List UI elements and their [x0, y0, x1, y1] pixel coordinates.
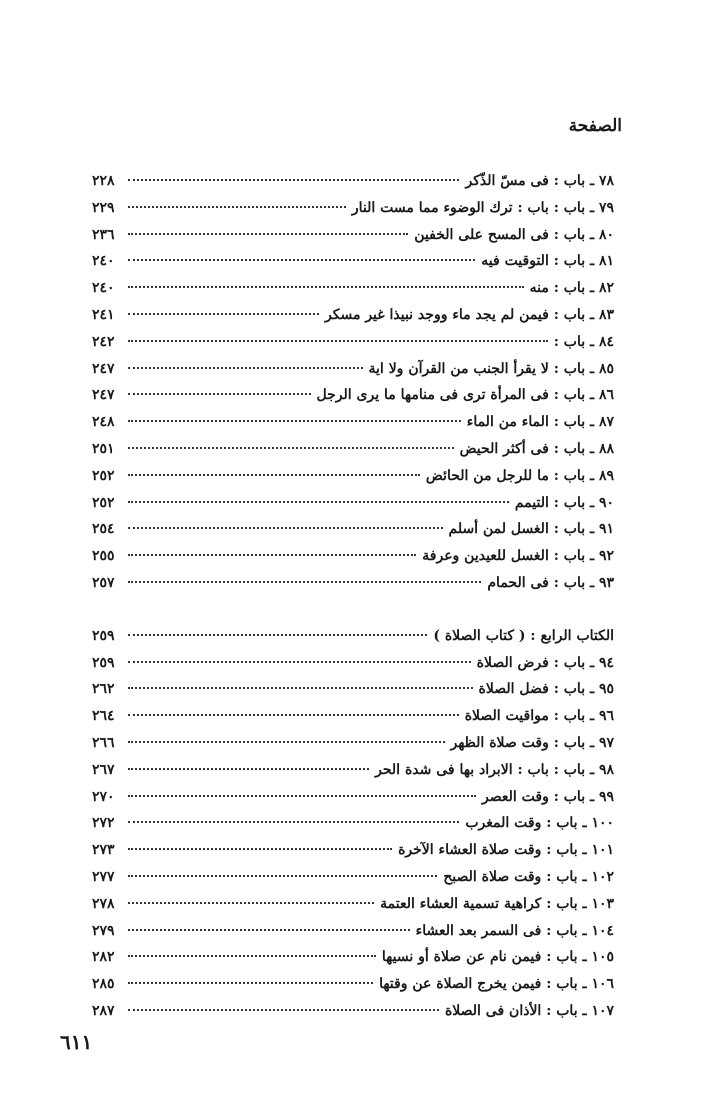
toc-entry: [92, 623, 614, 650]
toc-entry-page: ٢٨٢: [92, 949, 115, 966]
toc-entry-page: ٢٤١: [92, 306, 115, 323]
toc-entry: [92, 944, 614, 971]
dot-leader: [128, 741, 445, 743]
dot-leader: [128, 206, 346, 208]
toc-entry-page: ٢٣٦: [92, 226, 115, 243]
toc-entry: [92, 971, 614, 998]
toc-entry: [92, 248, 614, 275]
toc-entry: [92, 810, 614, 837]
toc-entry-page: ٢٦٦: [92, 734, 115, 751]
toc-entry: [92, 382, 614, 409]
page-number: ٦١١: [60, 1030, 93, 1054]
dot-leader: [128, 233, 408, 235]
toc-entry-title: ١٠٦ ـ باب : فيمن يخرج الصلاة عن وقتها: [379, 976, 614, 993]
toc-entry-page: ٢٤٨: [92, 414, 115, 431]
toc-entry-title: ١٠٤ ـ باب : فى السمر بعد العشاء: [415, 922, 614, 939]
toc-entry-title: ١٠٥ ـ باب : فيمن نام عن صلاة أو نسيها: [381, 949, 614, 966]
dot-leader: [128, 474, 420, 476]
page-column-header: الصفحة: [568, 116, 622, 136]
toc-entry-title: ٩٧ ـ باب : وقت صلاة الظهر: [450, 734, 614, 751]
toc-entry-title: ٨٠ ـ باب : فى المسح على الخفين: [414, 226, 614, 243]
toc-entry-title: الكتاب الرابع : ( كتاب الصلاة ): [433, 627, 614, 644]
table-of-contents: [92, 168, 614, 1025]
toc-entry-title: ٩٩ ـ باب : وقت العصر: [481, 788, 614, 805]
toc-entry: [92, 329, 614, 356]
dot-leader: [128, 554, 416, 556]
toc-entry-page: ٢٤٢: [92, 333, 115, 350]
toc-entry-title: ٨١ ـ باب : التوقيت فيه: [481, 253, 614, 270]
dot-leader: [128, 768, 369, 770]
toc-entry-page: ٢٧٢: [92, 815, 115, 832]
toc-entry-title: ٩١ ـ باب : الغسل لمن أسلم: [448, 521, 614, 538]
toc-entry-page: ٢٥١: [92, 440, 115, 457]
dot-leader: [128, 714, 459, 716]
toc-entry: [92, 650, 614, 677]
dot-leader: [128, 848, 392, 850]
toc-entry: [92, 730, 614, 757]
dot-leader: [128, 527, 443, 529]
toc-entry-page: ٢٥٩: [92, 654, 115, 671]
toc-entry: [92, 195, 614, 222]
dot-leader: [128, 501, 509, 503]
toc-entry-title: ٩٢ ـ باب : الغسل للعيدين وعرفة: [422, 548, 614, 565]
toc-entry-title: ١٠٧ ـ باب : الأذان فى الصلاة: [444, 1002, 614, 1019]
toc-entry-title: ٧٩ ـ باب : باب : ترك الوضوء مما مست النار: [351, 199, 614, 216]
toc-entry: [92, 275, 614, 302]
dot-leader: [128, 286, 524, 288]
dot-leader: [128, 929, 410, 931]
toc-entry: [92, 784, 614, 811]
toc-entry: [92, 222, 614, 249]
toc-entry-page: ٢٥٢: [92, 467, 115, 484]
toc-entry-title: ١٠٠ ـ باب : وقت المغرب: [465, 815, 614, 832]
dot-leader: [128, 982, 373, 984]
dot-leader: [128, 581, 481, 583]
dot-leader: [128, 795, 476, 797]
toc-entry-page: ٢٤٧: [92, 360, 115, 377]
toc-entry-page: ٢٦٢: [92, 681, 115, 698]
toc-entry-page: ٢٢٩: [92, 199, 115, 216]
toc-entry-title: ٩٤ ـ باب : فرض الصلاة: [476, 654, 614, 671]
toc-entry: [92, 837, 614, 864]
dot-leader: [128, 313, 319, 315]
toc-entry-page: ٢٨٥: [92, 976, 115, 993]
dot-leader: [128, 821, 459, 823]
toc-entry-title: ٨٩ ـ باب : ما للرجل من الحائض: [425, 467, 614, 484]
toc-entry: [92, 168, 614, 195]
dot-leader: [128, 661, 471, 663]
toc-section-prayer: [92, 623, 614, 1025]
dot-leader: [128, 875, 437, 877]
dot-leader: [128, 259, 475, 261]
toc-entry: [92, 436, 614, 463]
toc-entry-page: ٢٧٠: [92, 788, 115, 805]
toc-entry-page: ٢٤٠: [92, 280, 115, 297]
dot-leader: [128, 634, 427, 636]
toc-entry-page: ٢٥٤: [92, 521, 115, 538]
toc-entry: [92, 891, 614, 918]
toc-entry-page: ٢٢٨: [92, 173, 115, 189]
dot-leader: [128, 1009, 439, 1011]
toc-section-purification: [92, 168, 614, 597]
dot-leader: [128, 340, 548, 342]
toc-entry-title: ٩٦ ـ باب : مواقيت الصلاة: [464, 708, 614, 725]
toc-entry-page: ٢٨٧: [92, 1002, 115, 1019]
dot-leader: [128, 687, 473, 689]
toc-entry-title: ٧٨ ـ باب : فى مسّ الذّكر: [465, 173, 614, 189]
toc-entry: [92, 356, 614, 383]
toc-entry-title: ٨٧ ـ باب : الماء من الماء: [466, 414, 614, 431]
toc-entry-title: ٩٥ ـ باب : فضل الصلاة: [478, 681, 614, 698]
dot-leader: [128, 393, 311, 395]
toc-entry: [92, 703, 614, 730]
toc-entry-title: ٨٣ ـ باب : فيمن لم يجد ماء ووجد نبيذا غير مسكر: [325, 306, 614, 323]
toc-entry: [92, 864, 614, 891]
toc-entry-page: ٢٧٩: [92, 922, 115, 939]
toc-entry-page: ٢٦٧: [92, 761, 115, 778]
toc-entry: [92, 998, 614, 1025]
toc-entry-page: ٢٥٢: [92, 494, 115, 511]
toc-entry: [92, 543, 614, 570]
section-gap: [92, 597, 614, 623]
toc-entry-page: ٢٧٨: [92, 895, 115, 912]
toc-entry: [92, 490, 614, 517]
dot-leader: [128, 955, 376, 957]
toc-entry: [92, 409, 614, 436]
toc-entry-title: ٨٢ ـ باب : منه: [529, 280, 614, 297]
toc-entry-title: ٨٥ ـ باب : لا يقرأ الجنب من القرآن ولا اية: [368, 360, 614, 377]
toc-entry-title: ١٠٣ ـ باب : كراهية تسمية العشاء العتمة: [380, 895, 614, 912]
toc-entry-title: ٩٨ ـ باب : باب : الابراد بها فى شدة الحر: [375, 761, 614, 778]
toc-entry: [92, 918, 614, 945]
toc-entry-page: ٢٦٤: [92, 708, 115, 725]
toc-entry-page: ٢٧٣: [92, 842, 115, 859]
toc-entry: [92, 757, 614, 784]
toc-entry-page: ٢٥٩: [92, 627, 115, 644]
toc-entry: [92, 676, 614, 703]
toc-entry: [92, 463, 614, 490]
dot-leader: [128, 179, 459, 181]
dot-leader: [128, 902, 374, 904]
toc-entry-title: ٨٤ ـ باب :: [553, 333, 614, 350]
toc-entry-title: ١٠٢ ـ باب : وقت صلاة الصبح: [443, 868, 614, 885]
toc-entry-page: ٢٤٠: [92, 253, 115, 270]
toc-entry-title: ٨٨ ـ باب : فى أكثر الحيض: [459, 440, 614, 457]
toc-entry-title: ٨٦ ـ باب : فى المرأة ترى فى منامها ما يرى الرجل: [316, 387, 614, 404]
toc-entry-page: ٢٥٧: [92, 574, 115, 591]
toc-entry-page: ٢٥٥: [92, 548, 115, 565]
toc-entry-title: ٩٣ ـ باب : فى الحمام: [487, 574, 614, 591]
toc-entry: [92, 570, 614, 597]
dot-leader: [128, 447, 454, 449]
toc-entry: [92, 302, 614, 329]
toc-entry-title: ٩٠ ـ باب : التيمم: [514, 494, 614, 511]
dot-leader: [128, 367, 363, 369]
dot-leader: [128, 420, 461, 422]
toc-entry-page: ٢٤٧: [92, 387, 115, 404]
toc-entry-page: ٢٧٧: [92, 868, 115, 885]
toc-entry: [92, 516, 614, 543]
toc-entry-title: ١٠١ ـ باب : وقت صلاة العشاء الآخرة: [398, 842, 614, 859]
